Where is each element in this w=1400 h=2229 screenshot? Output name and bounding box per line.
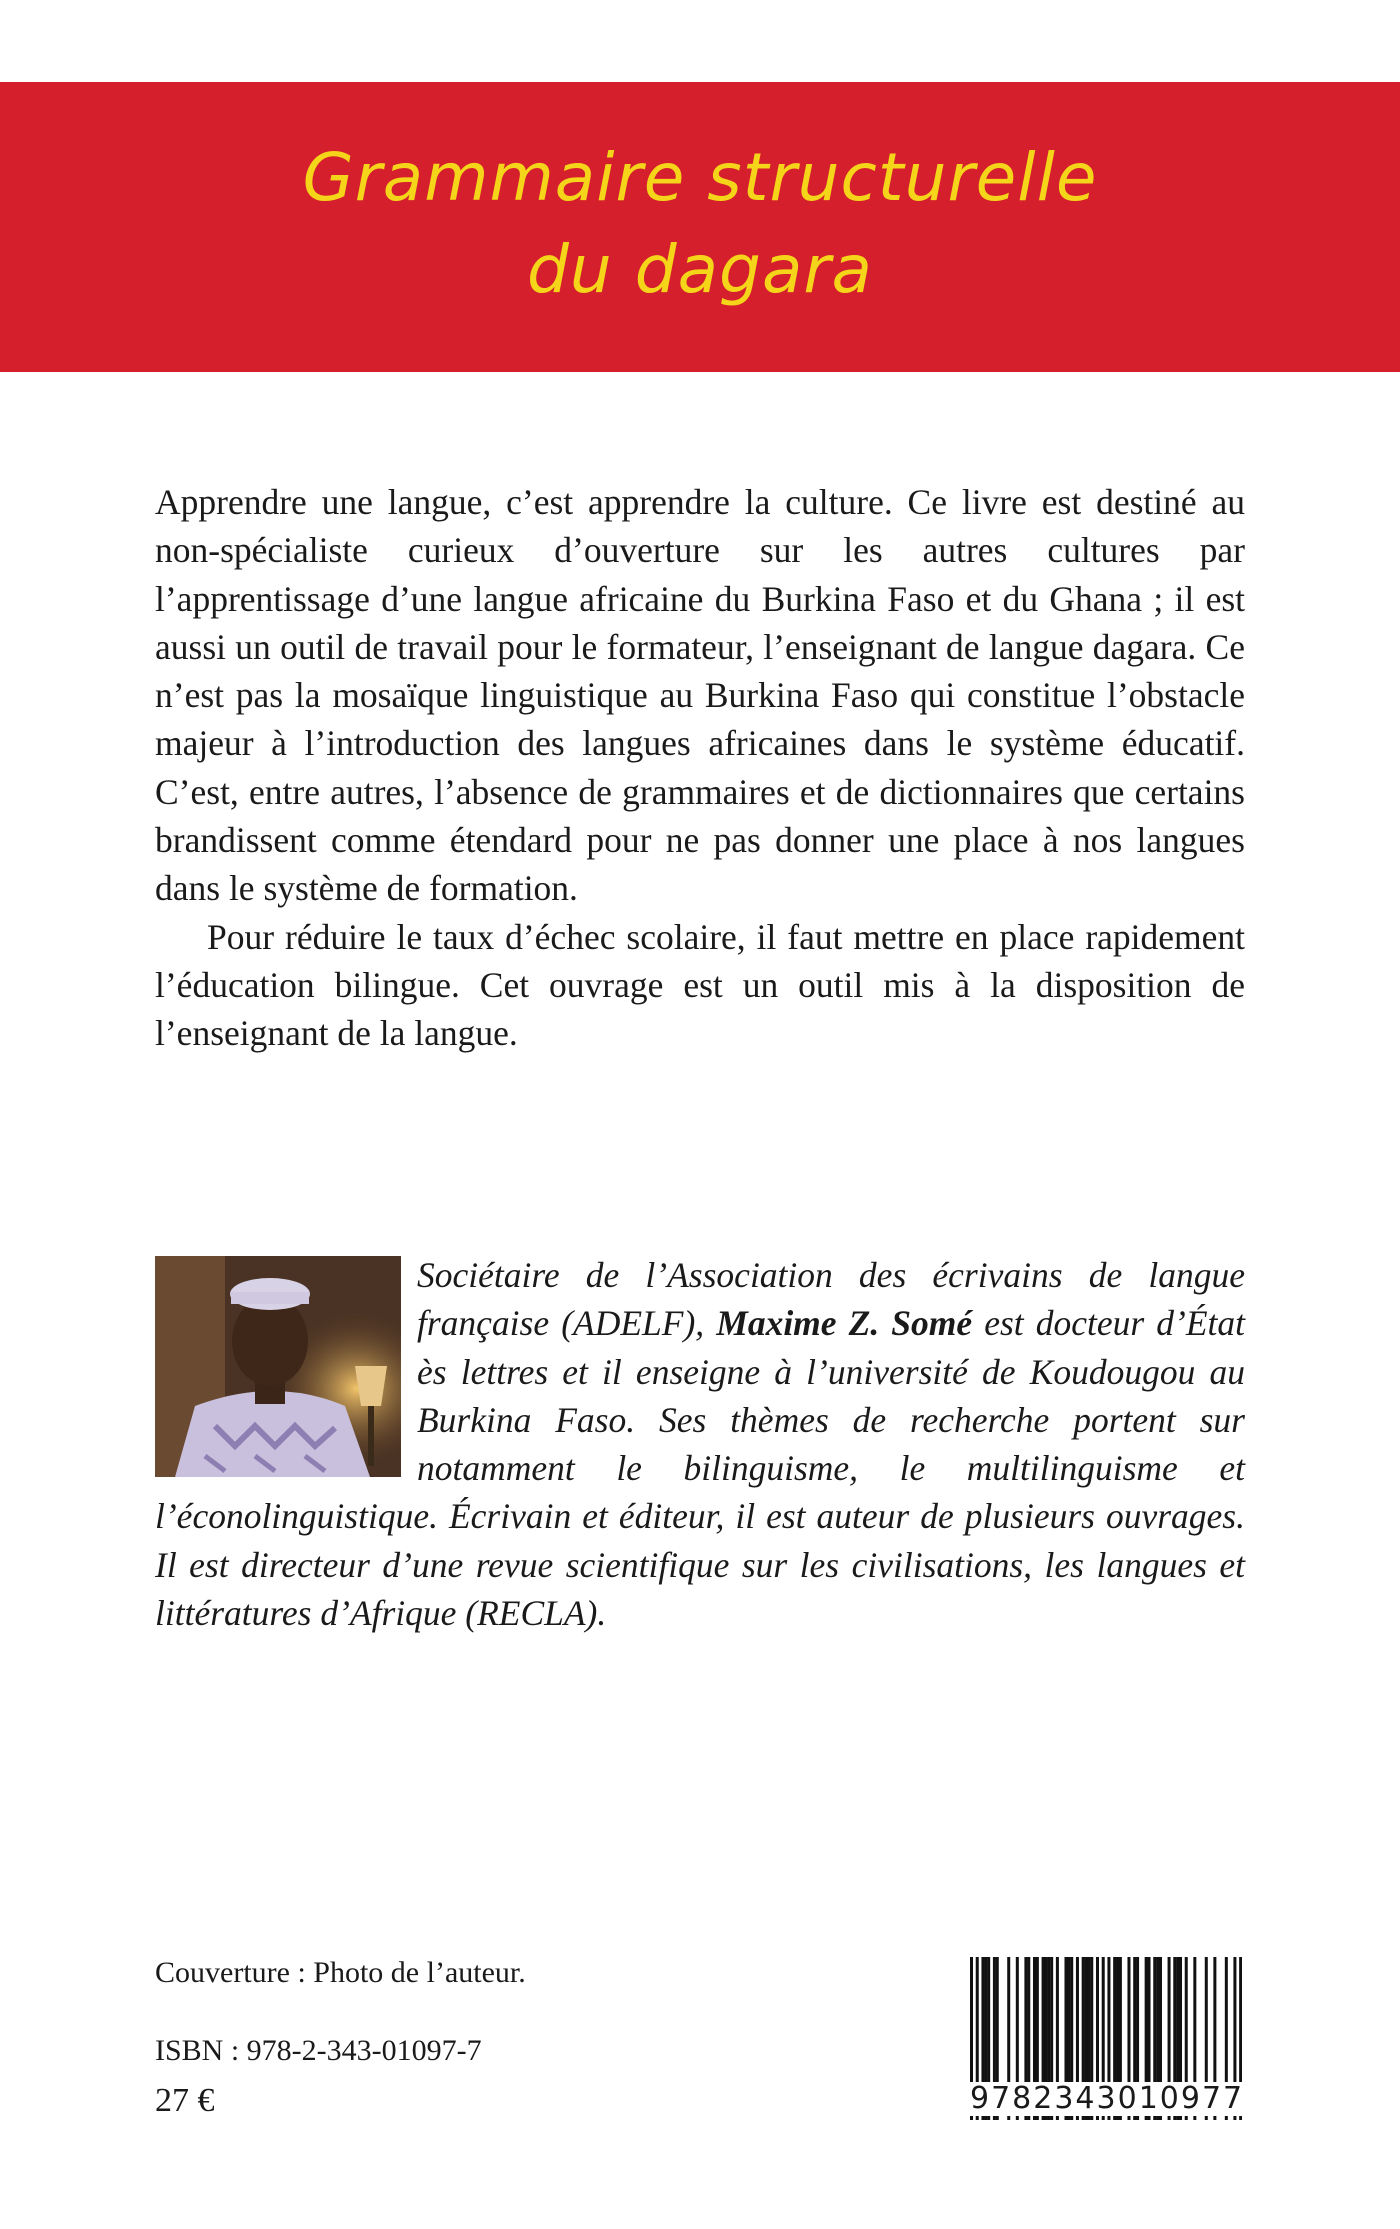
author-name: Maxime Z. Somé xyxy=(716,1303,973,1344)
book-title-line1: Grammaire structurelle xyxy=(302,139,1098,216)
bio-text-before-name: Sociétaire de l’Association des écrivains de langue française (ADELF), xyxy=(417,1255,1245,1344)
book-title-line2: du dagara xyxy=(527,231,873,308)
blurb-paragraph-2: Pour réduire le taux d’échec scolaire, il faut mettre en place rapidement l’éducation bilingue. Cet ouvrage est un outil mis à la disposition de l’enseignant de la langue. xyxy=(155,916,1245,1054)
barcode-digits: 9782343010977 xyxy=(970,2081,1245,2116)
book-blurb xyxy=(155,478,1245,1058)
bio-text-after-name: est docteur d’État ès lettres et il enseigne à l’université de Koudougou au Burkina Faso. Ses thèmes de recherche portent sur notamment le bilinguisme, le multilinguisme et l’éconolinguistique. Écrivain et éditeur, il est auteur de plusieurs ouvrages. Il est directeur d’une revue scientifique sur les civilisations, les langues et littératures d’Afrique (RECLA). xyxy=(155,1303,1245,1634)
author-bio xyxy=(155,1251,1245,1637)
cover-credit: Couverture : Photo de l’auteur. xyxy=(155,1956,526,1989)
book-title xyxy=(0,132,1400,316)
isbn: ISBN : 978-2-343-01097-7 xyxy=(155,2034,482,2067)
blurb-paragraph-1: Apprendre une langue, c’est apprendre la culture. Ce livre est destiné au non-spécialiste curieux d’ouverture sur les autres cultures par l’apprentissage d’une langue africaine du Burkina Faso et du Ghana ; il est aussi un outil de travail pour le formateur, l’enseignant de langue dagara. Ce n’est pas la mosaïque linguistique au Burkina Faso qui constitue l’obstacle majeur à l’introduction des langues africaines dans le système éducatif. C’est, entre autres, l’absence de grammaires et de dictionnaires que certains brandissent comme étendard pour ne pas donner une place à nos langues dans le système de formation. xyxy=(155,482,1245,909)
price: 27 € xyxy=(155,2082,215,2119)
photo-spacer xyxy=(155,1251,417,1491)
